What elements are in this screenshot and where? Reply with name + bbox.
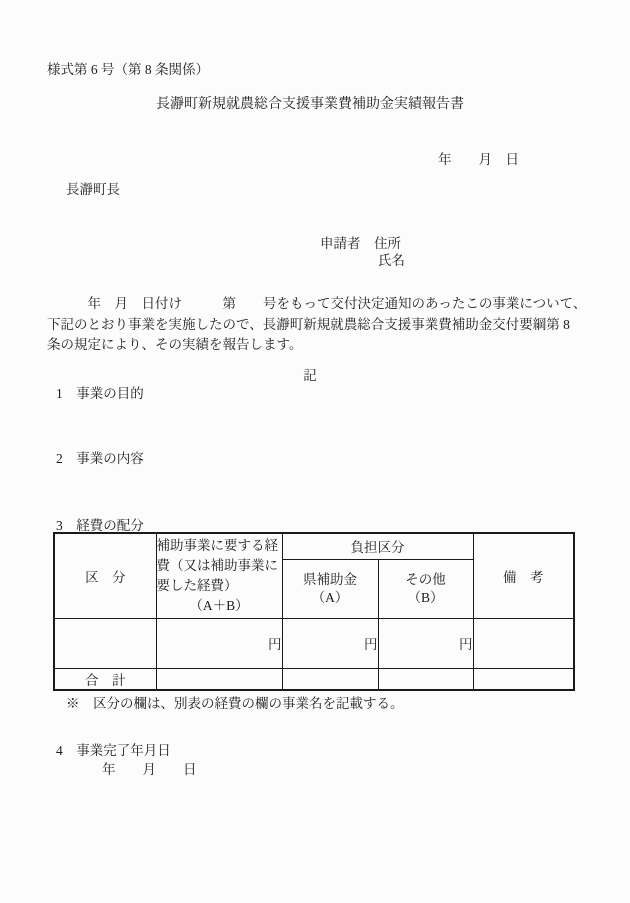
cell-category-blank bbox=[54, 618, 156, 668]
cell-pref-amount: 円 bbox=[282, 618, 378, 668]
header-other-symbol: （B） bbox=[407, 589, 444, 605]
section-heading-completion-date: 4 事業完了年月日 bbox=[56, 743, 171, 758]
addressee: 長瀞町長 bbox=[66, 182, 120, 197]
header-other bbox=[378, 559, 473, 618]
header-pref-subsidy-symbol: （A） bbox=[311, 589, 349, 605]
header-other-label: その他 bbox=[405, 571, 446, 587]
applicant-name-line: 氏名 bbox=[378, 253, 405, 268]
total-remarks-blank bbox=[473, 668, 574, 690]
header-expense-formula: （A＋B） bbox=[189, 597, 249, 613]
body-paragraph bbox=[47, 294, 587, 356]
cell-other-amount: 円 bbox=[378, 618, 473, 668]
body-line: 年 月 日付け 第 号をもって交付決定通知のあったこの事業について、 bbox=[47, 296, 587, 311]
cell-expense-amount: 円 bbox=[156, 618, 282, 668]
total-pref-blank bbox=[282, 668, 378, 690]
table-note: ※ 区分の欄は、別表の経費の欄の事業名を記載する。 bbox=[66, 696, 404, 711]
header-remarks: 備 考 bbox=[473, 533, 574, 618]
total-expense-blank bbox=[156, 668, 282, 690]
section-heading-content: 2 事業の内容 bbox=[56, 451, 144, 466]
header-expense-line: 費（又は補助事業に bbox=[156, 557, 278, 573]
body-line: 条の規定により、その実績を報告します。 bbox=[47, 337, 303, 352]
header-category: 区 分 bbox=[54, 533, 156, 618]
completion-date-line: 年 月 日 bbox=[102, 762, 197, 777]
header-pref-subsidy bbox=[282, 559, 378, 618]
document-title: 長瀞町新規就農総合支援事業費補助金実績報告書 bbox=[156, 97, 464, 112]
cost-allocation-table bbox=[53, 532, 575, 691]
header-expense-line: 補助事業に要する経 bbox=[156, 537, 278, 553]
applicant-address-line: 申請者 住所 bbox=[320, 236, 401, 251]
record-marker: 記 bbox=[303, 368, 317, 383]
cell-remarks-blank bbox=[473, 618, 574, 668]
submission-date-line: 年 月 日 bbox=[438, 152, 519, 167]
section-heading-purpose: 1 事業の目的 bbox=[56, 386, 144, 401]
total-row-label: 合 計 bbox=[54, 668, 156, 690]
body-line: 下記のとおり事業を実施したので、長瀞町新規就農総合支援事業費補助金交付要綱第 8 bbox=[47, 316, 570, 332]
form-number: 様式第 6 号（第 8 条関係） bbox=[47, 62, 209, 77]
total-other-blank bbox=[378, 668, 473, 690]
header-burden-category: 負担区分 bbox=[282, 533, 473, 559]
header-expense-line: 要した経費） bbox=[156, 577, 238, 593]
section-heading-cost-allocation: 3 経費の配分 bbox=[56, 518, 144, 533]
header-expense bbox=[156, 533, 282, 618]
header-pref-subsidy-label: 県補助金 bbox=[303, 571, 357, 587]
